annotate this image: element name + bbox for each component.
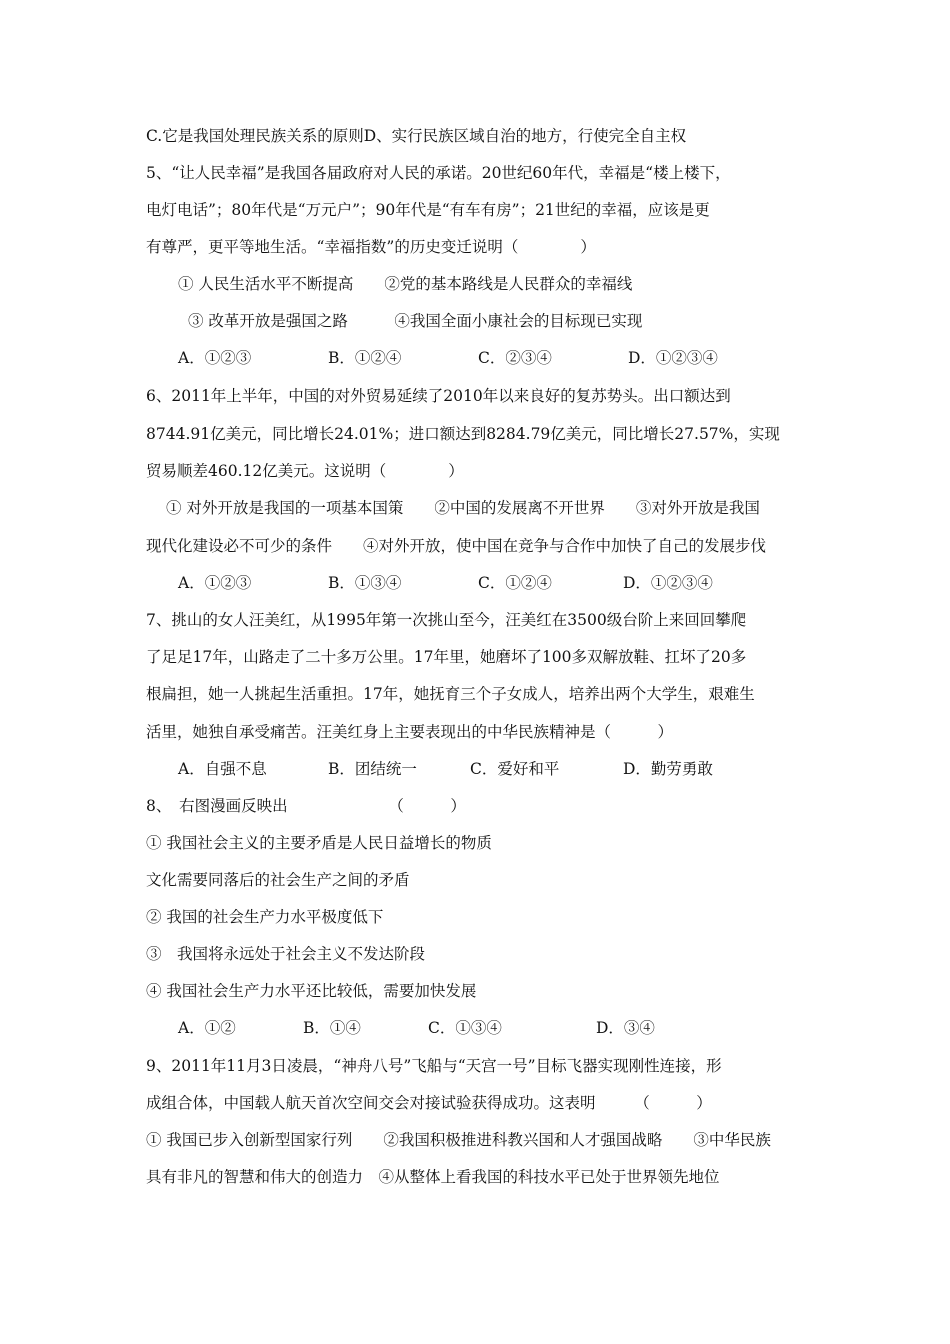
q4-option-cd: C.它是我国处理民族关系的原则D、实行民族区域自治的地方，行使完全自主权 (146, 127, 687, 145)
q7-stem-line-4: 活里，她独自承受痛苦。汪美红身上主要表现出的中华民族精神是（ ） (146, 723, 674, 741)
q5-option-c: C．②③④ (478, 349, 552, 367)
q7-stem-line-2: 了足足17年，山路走了二十多万公里。17年里，她磨坏了100多双解放鞋、扛坏了20多 (146, 648, 747, 666)
q5-stem-line-3: 有尊严，更平等地生活。“幸福指数”的历史变迁说明（ ） (146, 238, 596, 256)
q9-statements-line-2: 具有非凡的智慧和伟大的创造力 ④从整体上看我国的科技水平已处于世界领先地位 (146, 1168, 720, 1186)
q8-option-a: A．①② (178, 1019, 236, 1037)
q8-statement-2: ② 我国的社会生产力水平极度低下 (146, 908, 384, 926)
q7-stem-line-1: 7、挑山的女人汪美红，从1995年第一次挑山至今，汪美红在3500级台阶上来回回攀爬 (146, 611, 747, 629)
q6-stem-line-1: 6、2011年上半年，中国的对外贸易延续了2010年以来良好的复苏势头。出口额达到 (146, 387, 731, 405)
q5-stem-line-2: 电灯电话”；80年代是“万元户”；90年代是“有车有房”；21世纪的幸福，应该是更 (146, 201, 710, 219)
q7-option-c: C．爱好和平 (470, 760, 560, 778)
q6-option-d: D．①②③④ (623, 574, 713, 592)
q5-option-d: D．①②③④ (628, 349, 718, 367)
q6-statements-line-2: 现代化建设必不可少的条件 ④对外开放，使中国在竞争与合作中加快了自己的发展步伐 (146, 537, 767, 555)
q8-stem: 8、 右图漫画反映出 （ ） (146, 797, 466, 815)
q5-statement-3-4: ③ 改革开放是强国之路 ④我国全面小康社会的目标现已实现 (188, 312, 643, 330)
q5-option-b: B．①②④ (328, 349, 402, 367)
q8-statement-4: ④ 我国社会生产力水平还比较低，需要加快发展 (146, 982, 477, 1000)
q9-stem-line-2: 成组合体，中国载人航天首次空间交会对接试验获得成功。这表明 （ ） (146, 1094, 712, 1112)
q8-statement-1-line-2: 文化需要同落后的社会生产之间的矛盾 (146, 871, 410, 889)
q5-stem-line-1: 5、“让人民幸福”是我国各届政府对人民的承诺。20世纪60年代，幸福是“楼上楼下， (146, 164, 731, 182)
q8-statement-3: ③ 我国将永远处于社会主义不发达阶段 (146, 945, 426, 963)
q7-stem-line-3: 根扁担，她一人挑起生活重担。17年，她抚育三个子女成人，培养出两个大学生，艰难生 (146, 685, 755, 703)
q8-statement-1-line-1: ① 我国社会主义的主要矛盾是人民日益增长的物质 (146, 834, 492, 852)
q6-option-c: C．①②④ (478, 574, 552, 592)
q5-statement-1-2: ① 人民生活水平不断提高 ②党的基本路线是人民群众的幸福线 (178, 275, 633, 293)
q8-option-c: C．①③④ (428, 1019, 502, 1037)
q6-statements-line-1: ① 对外开放是我国的一项基本国策 ②中国的发展离不开世界 ③对外开放是我国 (166, 499, 760, 517)
q9-statements-line-1: ① 我国已步入创新型国家行列 ②我国积极推进科教兴国和人才强国战略 ③中华民族 (146, 1131, 771, 1149)
q7-option-b: B．团结统一 (328, 760, 417, 778)
q6-option-b: B．①③④ (328, 574, 402, 592)
q6-option-a: A．①②③ (178, 574, 252, 592)
q8-option-d: D．③④ (596, 1019, 655, 1037)
q6-stem-line-2: 8744.91亿美元，同比增长24.01%；进口额达到8284.79亿美元，同比增长27.57%，实现 (146, 425, 780, 443)
q8-option-b: B．①④ (303, 1019, 361, 1037)
q7-option-a: A．自强不息 (178, 760, 267, 778)
q9-stem-line-1: 9、2011年11月3日凌晨，“神舟八号”飞船与“天宫一号”目标飞器实现刚性连接，形 (146, 1057, 722, 1075)
q7-option-d: D．勤劳勇敢 (623, 760, 713, 778)
q6-stem-line-3: 贸易顺差460.12亿美元。这说明（ ） (146, 462, 464, 480)
q5-option-a: A．①②③ (178, 349, 252, 367)
